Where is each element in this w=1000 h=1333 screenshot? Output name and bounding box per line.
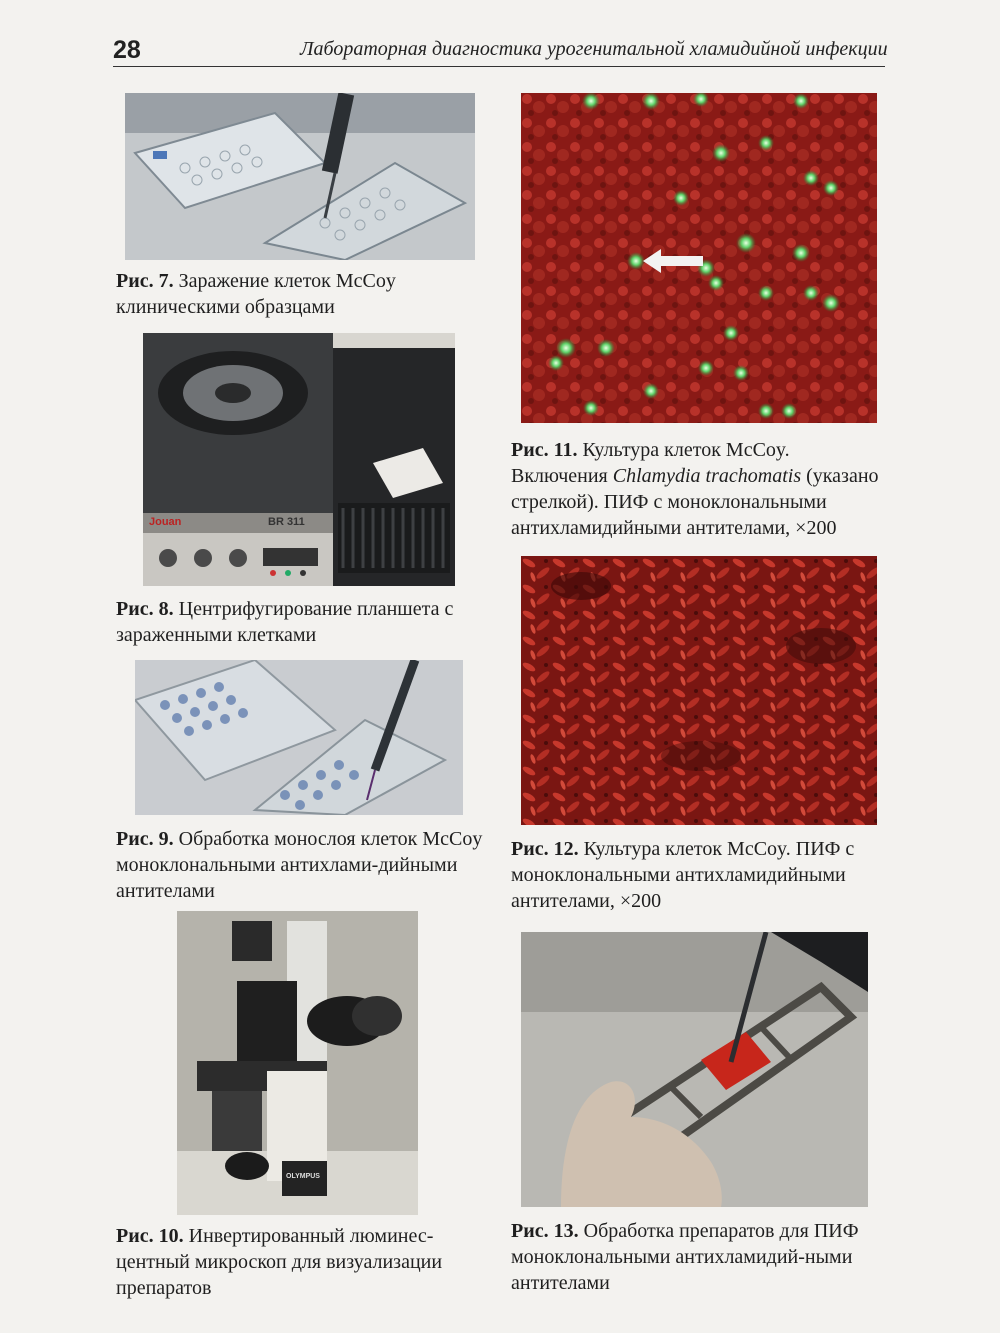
figure-12-photo	[521, 556, 877, 825]
figure-8-text: Центрифугирование планшета с зараженными клетками	[116, 598, 454, 646]
figure-8-caption	[116, 596, 486, 648]
figure-11-photo	[521, 93, 877, 423]
figure-9-photo	[135, 660, 463, 815]
centrifuge-model-label: BR 311	[268, 516, 305, 528]
figure-11-caption	[511, 437, 881, 541]
figure-12-caption	[511, 836, 891, 914]
figure-12-label: Рис. 12.	[511, 838, 579, 860]
header-rule	[113, 66, 885, 67]
figure-9-label: Рис. 9.	[116, 828, 174, 850]
centrifuge-brand-label: Jouan	[149, 516, 182, 528]
figure-11-text-before: Культура клеток McCoy. Включения	[511, 439, 790, 487]
microscope-brand-label: OLYMPUS	[286, 1173, 320, 1180]
figure-12-text: Культура клеток McCoy. ПИФ с моноклональными антихламидийными антителами, ×200	[511, 838, 855, 912]
figure-11-text-after: (указано стрелкой). ПИФ с моноклональными антихламидийными антителами, ×200	[511, 465, 879, 539]
figure-11-species: Chlamydia trachomatis	[612, 465, 802, 487]
figure-9-text: Обработка монослоя клеток McCoy моноклональными антихлами-дийными антителами	[116, 828, 483, 902]
figure-10-photo	[177, 911, 418, 1215]
page-number: 28	[113, 36, 141, 64]
figure-9-caption	[116, 826, 486, 904]
figure-7-caption	[116, 268, 476, 320]
figure-10-text: Инвертированный люминес-центный микроскоп для визуализации препаратов	[116, 1225, 443, 1299]
figure-11-label: Рис. 11.	[511, 439, 578, 461]
figure-10-caption	[116, 1223, 486, 1301]
running-header-title: Лабораторная диагностика урогенитальной хламидийной инфекции	[300, 38, 888, 60]
figure-7-text: Заражение клеток McCoy клиническими образцами	[116, 270, 396, 318]
figure-7-photo	[125, 93, 475, 260]
figure-13-photo	[521, 932, 868, 1207]
figure-8-label: Рис. 8.	[116, 598, 174, 620]
figure-7-label: Рис. 7.	[116, 270, 174, 292]
figure-8-photo	[143, 333, 455, 586]
figure-13-label: Рис. 13.	[511, 1220, 579, 1242]
figure-13-text: Обработка препаратов для ПИФ моноклональными антихламидий-ными антителами	[511, 1220, 859, 1294]
figure-10-label: Рис. 10.	[116, 1225, 184, 1247]
figure-13-caption	[511, 1218, 891, 1296]
